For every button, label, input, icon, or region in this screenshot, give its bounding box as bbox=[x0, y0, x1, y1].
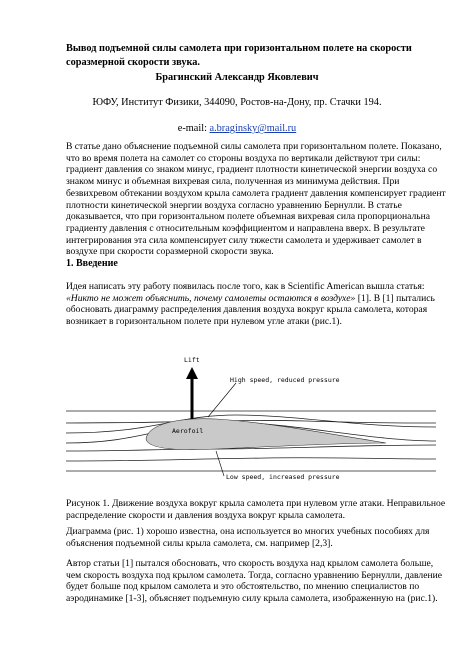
figure-caption: Рисунок 1. Движение воздуха вокруг крыла самолета при нулевом угле атаки. Неправильное распределение скорости и давления воздуха вокруг крыла самолета. bbox=[66, 498, 446, 521]
high-pressure-pointer bbox=[208, 383, 236, 417]
high-speed-label: High speed, reduced pressure bbox=[230, 376, 340, 384]
low-pressure-pointer bbox=[216, 451, 224, 476]
section-heading: 1. Введение bbox=[66, 258, 118, 269]
paragraph-3: Автор статьи [1] пытался обосновать, что скорость воздуха над крылом самолета больше, чем скорость воздуха под крылом самолета. Тогда, согласно уравнению Бернулли, давление будет больше под крылом самолета и это обстоятельство, по мнению специалистов по аэродинамике [1-3], объясняет подъемную силу крыла самолета, изображенную на (рис.1). bbox=[66, 558, 442, 605]
airfoil-figure bbox=[66, 355, 436, 495]
intro-text-1: Идея написать эту работу появилась после того, как в Scientific American вышла статья: bbox=[66, 281, 425, 292]
intro-quote: «Никто не может объяснить, почему самолеты остаются в воздухе» bbox=[66, 292, 356, 304]
email-link[interactable]: a.braginsky@mail.ru bbox=[209, 123, 297, 134]
lift-arrow-head bbox=[186, 367, 198, 379]
email-label: e-mail: bbox=[177, 123, 207, 134]
author-name: Брагинский Александр Яковлевич bbox=[155, 72, 319, 83]
abstract-paragraph: В статье дано объяснение подъемной силы самолета при горизонтальном полете. Показано, что во время полета на самолет со стороны воздуха по вертикали действуют три силы: градиент давления со знаком минус, градиент плотности кинетической энергии воздуха со знаком минус и объемная вихревая сила, полученная из минимума действия. При безвихревом обтекании воздухом крыла самолета градиент давления компенсирует градиент плотности кинетической энергии воздуха согласно уравнению Бернулли. В статье доказывается, что при горизонтальном полете объемная вихревая сила пропорциональна градиенту давления с относительным коэффициентом и направлена вверх. В результате интегрирования эта сила компенсирует силу тяжести самолета и удерживает самолет в воздухе при скорости соразмерной скорости звука. bbox=[66, 141, 446, 258]
lift-label: Lift bbox=[184, 356, 200, 364]
intro-paragraph bbox=[66, 281, 448, 328]
affiliation: ЮФУ, Институт Физики, 344090, Ростов-на-Дону, пр. Стачки 194. bbox=[92, 97, 382, 108]
paper-title: Вывод подъемной силы самолета при горизонтальном полете на скорости соразмерной скорости звука. bbox=[66, 43, 412, 68]
intro-text-2: [1]. В [1] пытались обосновать диаграмму распределения давления воздуха вокруг крыла самолета, которая возникает в горизонтальном полете при нулевом угле атаки (рис.1). bbox=[66, 292, 435, 328]
low-speed-label: Low speed, increased pressure bbox=[226, 473, 340, 481]
email-line bbox=[0, 122, 474, 136]
streamline bbox=[66, 458, 436, 461]
airfoil-label: Aerofoil bbox=[172, 427, 204, 435]
paragraph-2: Диаграмма (рис. 1) хорошо известна, она используется во многих учебных пособиях для объяснения подъемной силы крыла самолета, см. например [2,3]. bbox=[66, 526, 430, 549]
